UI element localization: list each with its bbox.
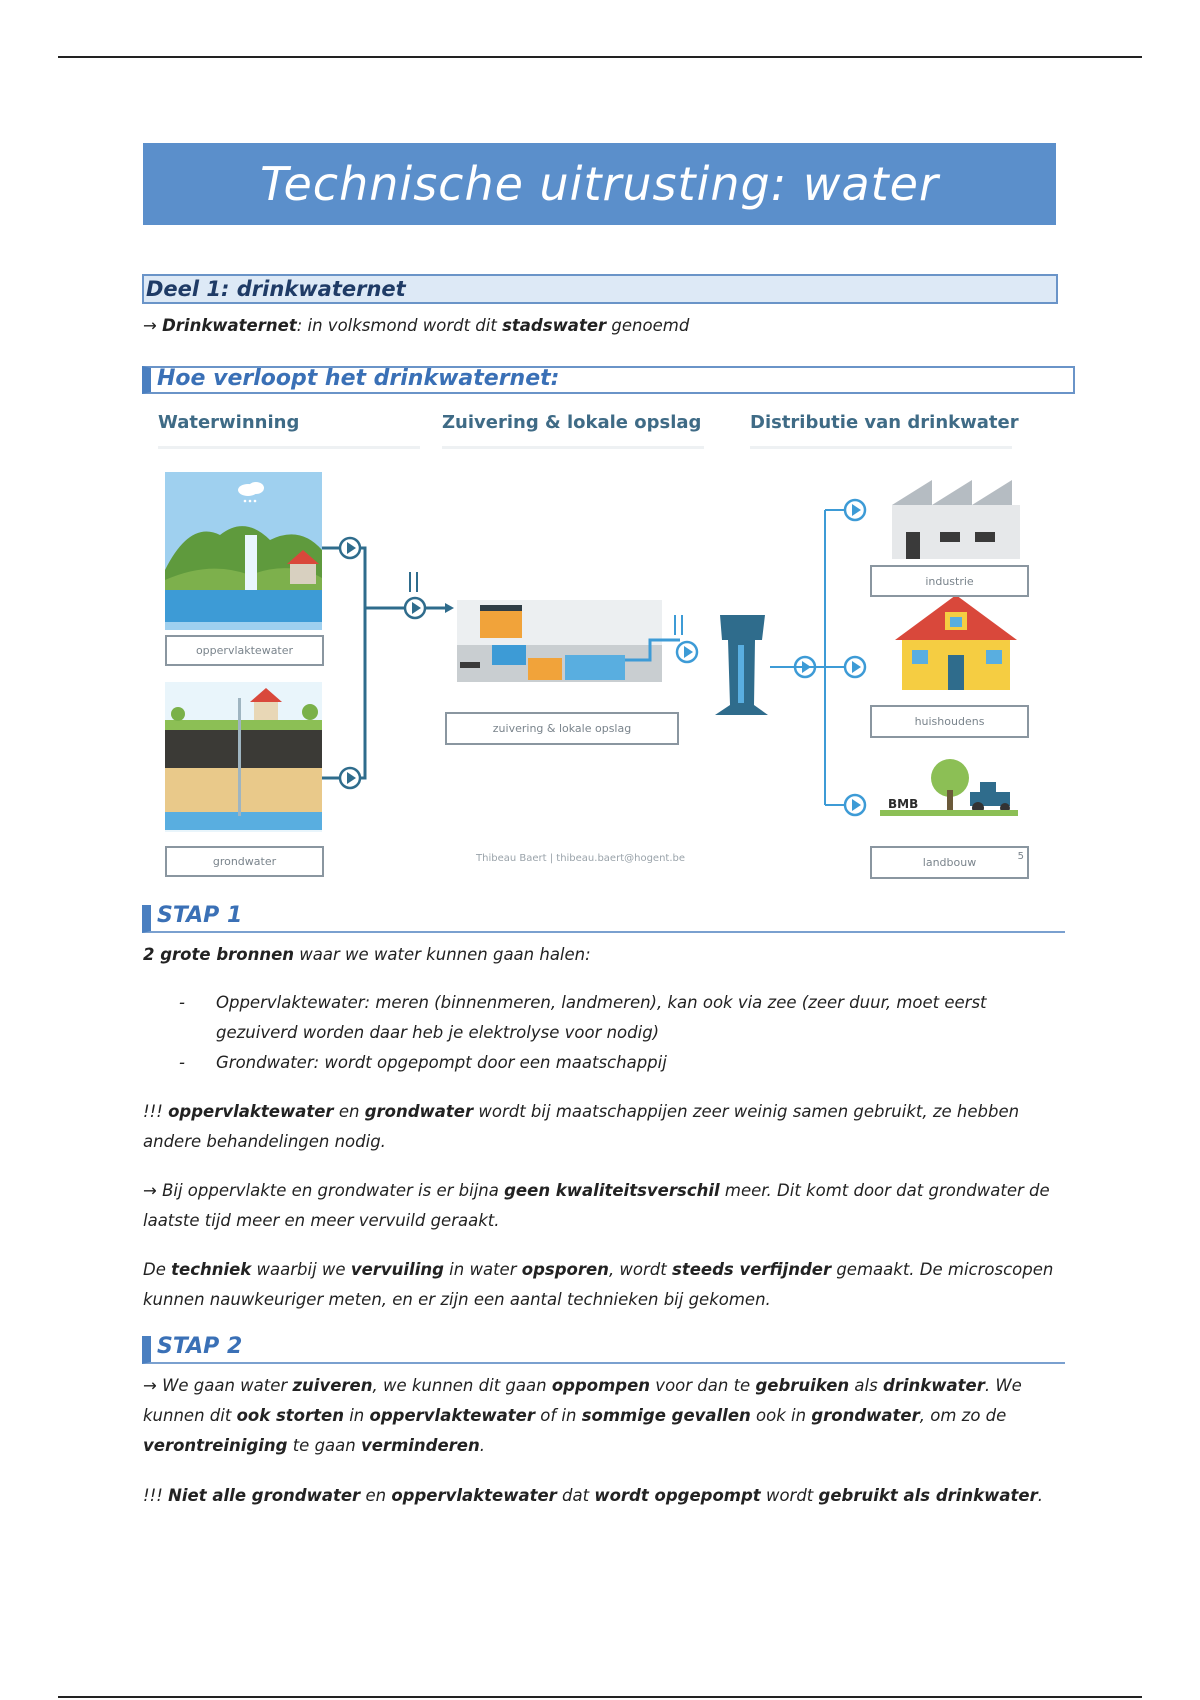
text-run: voor dan te xyxy=(650,1376,756,1395)
text-run: gemaakt. De microscopen kunnen nauwkeuriger meten, en er zijn een aantal technieken bij gekomen. xyxy=(143,1260,1054,1309)
text-bold: 2 grote bronnen xyxy=(143,945,295,964)
text-bold: geen kwaliteitsverschil xyxy=(504,1181,720,1200)
bottom-rule xyxy=(58,1696,1142,1698)
label-grondwater: grondwater xyxy=(165,846,324,877)
stap1-bullet-list xyxy=(143,988,1058,1078)
text-bold: vervuiling xyxy=(350,1260,444,1279)
column-underline xyxy=(750,446,1012,449)
top-rule xyxy=(58,56,1142,58)
text-run: in water xyxy=(443,1260,522,1279)
source-pipes xyxy=(322,548,445,778)
label-oppervlaktewater: oppervlaktewater xyxy=(165,635,324,666)
stap1-quality xyxy=(143,1176,1058,1236)
text-run: of in xyxy=(535,1406,582,1425)
label-landbouw xyxy=(870,846,1029,879)
text-run: !!! xyxy=(143,1486,169,1505)
surface-water-illustration xyxy=(165,472,322,630)
text-run: genoemd xyxy=(606,316,690,335)
column-underline xyxy=(442,446,704,449)
text-run: , om zo de xyxy=(919,1406,1007,1425)
text-bold: Niet alle grondwater xyxy=(168,1486,361,1505)
section-heading-text: Deel 1: drinkwaternet xyxy=(146,277,406,301)
process-heading-box xyxy=(142,366,1075,394)
text-run: ook in xyxy=(750,1406,812,1425)
list-item: - Grondwater: wordt opgepompt door een maatschappij xyxy=(143,1048,1058,1078)
stap1-heading xyxy=(142,905,1065,933)
label-zuivering: zuivering & lokale opslag xyxy=(445,712,679,745)
text-bold: wordt opgepompt xyxy=(594,1486,761,1505)
text-run: in xyxy=(343,1406,370,1425)
text-bold: drinkwater xyxy=(882,1376,985,1395)
stap1-note xyxy=(143,1097,1058,1157)
tractor-text: BMB xyxy=(888,797,919,811)
column-heading-distributie: Distributie van drinkwater xyxy=(750,412,1019,433)
diagram-graphics xyxy=(150,460,1050,880)
text-run: → We gaan water xyxy=(143,1376,293,1395)
column-heading-zuivering: Zuivering & lokale opslag xyxy=(442,412,702,433)
list-item: - Oppervlaktewater: meren (binnenmeren, landmeren), kan ook via zee (zeer duur, moet eerst gezuiverd worden daar heb je elektrolyse voor nodig) xyxy=(143,988,1058,1048)
stap1-heading-text: STAP 1 xyxy=(157,903,243,928)
text-run: : in volksmond wordt dit xyxy=(296,316,503,335)
text-run: De xyxy=(143,1260,172,1279)
house-illustration xyxy=(895,595,1017,690)
text-run: en xyxy=(360,1486,392,1505)
section-heading-deel1 xyxy=(142,274,1058,304)
text-run: te gaan xyxy=(287,1436,361,1455)
document-title: Technische uitrusting: water xyxy=(260,157,939,211)
arrow-glyph: → xyxy=(143,316,157,335)
stap2-heading xyxy=(142,1336,1065,1364)
text-bold: grondwater xyxy=(811,1406,920,1425)
text-bold: zuiveren xyxy=(292,1376,373,1395)
term-bold: stadswater xyxy=(502,316,607,335)
stap1-technique xyxy=(143,1255,1058,1315)
agriculture-illustration xyxy=(880,759,1018,816)
column-underline xyxy=(158,446,420,449)
treatment-plant-illustration xyxy=(457,600,680,682)
text-bold: verminderen xyxy=(360,1436,480,1455)
label-industrie: industrie xyxy=(870,565,1029,597)
slide-number: 5 xyxy=(1017,851,1024,862)
text-run: dat xyxy=(556,1486,595,1505)
text-run: → Bij oppervlakte en grondwater is er bijna xyxy=(143,1181,505,1200)
text-run: waarbij we xyxy=(251,1260,351,1279)
text-bold: gebruiken xyxy=(755,1376,850,1395)
groundwater-illustration xyxy=(165,682,322,832)
label-landbouw-text: landbouw xyxy=(922,856,977,869)
document-title-banner xyxy=(143,143,1056,225)
column-heading-waterwinning: Waterwinning xyxy=(158,412,300,433)
text-bold: oppervlaktewater xyxy=(369,1406,535,1425)
stap2-note xyxy=(143,1481,1058,1511)
definition-line xyxy=(143,311,1058,341)
text-run: en xyxy=(333,1102,365,1121)
text-run: . We kunnen dit xyxy=(143,1376,1022,1425)
text-run: , wordt xyxy=(608,1260,672,1279)
text-bold: sommige gevallen xyxy=(581,1406,751,1425)
stap1-intro xyxy=(143,940,1058,970)
text-bold: oppompen xyxy=(551,1376,651,1395)
label-huishoudens: huishoudens xyxy=(870,705,1029,738)
text-bold: grondwater xyxy=(364,1102,474,1121)
text-run: wordt xyxy=(760,1486,819,1505)
industry-illustration xyxy=(892,480,1020,559)
text-bold: oppervlaktewater xyxy=(168,1102,334,1121)
text-bold: opsporen xyxy=(521,1260,609,1279)
water-tower-illustration xyxy=(715,615,768,715)
text-bold: techniek xyxy=(171,1260,252,1279)
text-run: . xyxy=(1037,1486,1043,1505)
text-run: !!! xyxy=(143,1102,169,1121)
text-bold: oppervlaktewater xyxy=(391,1486,557,1505)
text-bold: ook storten xyxy=(236,1406,344,1425)
stap2-purify xyxy=(143,1371,1058,1461)
text-run: meer. Dit komt door dat grondwater de laatste tijd meer en meer vervuild geraakt. xyxy=(143,1181,1050,1230)
text-run: . xyxy=(479,1436,485,1455)
text-bold: gebruikt als drinkwater xyxy=(818,1486,1038,1505)
diagram-credit: Thibeau Baert | thibeau.baert@hogent.be xyxy=(476,853,686,864)
text-run: als xyxy=(849,1376,883,1395)
text-bold: steeds verfijnder xyxy=(672,1260,832,1279)
text-bold: verontreiniging xyxy=(143,1436,288,1455)
text-run: wordt bij maatschappijen zeer weinig samen gebruikt, ze hebben andere behandelingen nodig. xyxy=(143,1102,1020,1151)
process-heading-text: Hoe verloopt het drinkwaternet: xyxy=(157,366,560,391)
stap2-heading-text: STAP 2 xyxy=(157,1334,243,1359)
text-run: , we kunnen dit gaan xyxy=(372,1376,552,1395)
term-bold: Drinkwaternet xyxy=(162,316,297,335)
text-run: waar we water kunnen gaan halen: xyxy=(294,945,591,964)
